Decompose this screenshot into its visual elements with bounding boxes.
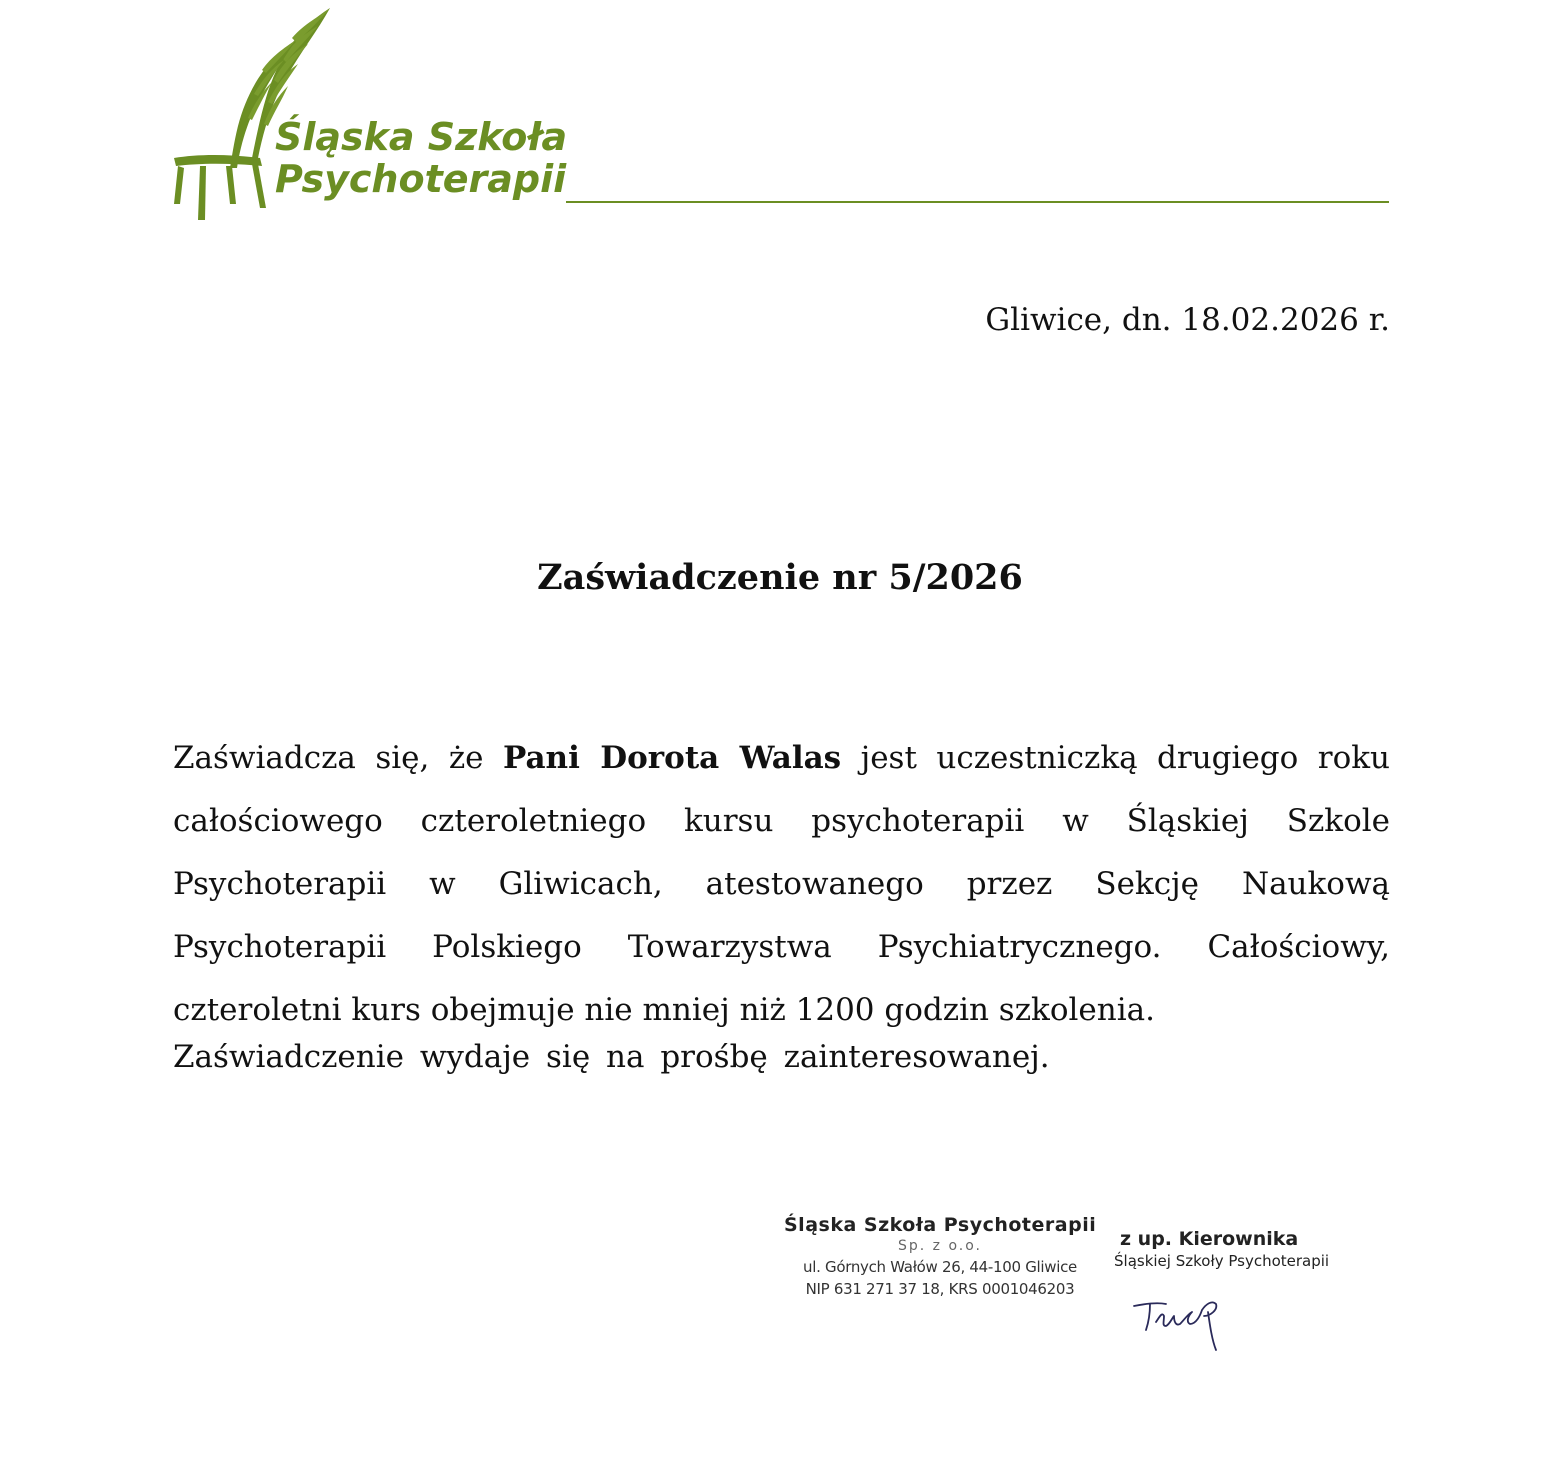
body-rest: jest uczestniczką drugiego roku całościowego czteroletniego kursu psychoterapii w Śląskiej Szkole Psychoterapii w Gliwicach, atestowanego przez Sekcję Naukową Psychoterapii Polskiego Towarzystwa Psychiatrycznego. Całościowy, czteroletni kurs obejmuje nie mniej niż 1200 godzin szkolenia.: [173, 740, 1390, 1028]
header-divider: [566, 201, 1389, 203]
body-intro: Zaświadcza się, że: [173, 740, 503, 776]
stamp-name: Śląska Szkoła Psychoterapii: [784, 1214, 1097, 1236]
school-logo: [168, 8, 568, 223]
logo-line-1: Śląska Szkoła: [275, 115, 568, 159]
logo-line-2: Psychoterapii: [275, 157, 567, 201]
company-stamp: [784, 1214, 1096, 1298]
logo-text: [275, 116, 567, 200]
handwritten-signature: [1130, 1286, 1240, 1352]
signature-title: z up. Kierownika: [1120, 1228, 1299, 1250]
stamp-address: ul. Górnych Wałów 26, 44-100 Gliwice: [803, 1258, 1077, 1276]
certificate-body: [173, 727, 1390, 1042]
person-name: Pani Dorota Walas: [502, 740, 842, 776]
document-title: Zaświadczenie nr 5/2026: [537, 557, 1023, 598]
stamp-legal-form: Sp. z o.o.: [897, 1238, 982, 1254]
signature-block: [1114, 1228, 1374, 1270]
place-and-date: Gliwice, dn. 18.02.2026 r.: [985, 302, 1390, 338]
stamp-ids: NIP 631 271 37 18, KRS 0001046203: [805, 1280, 1075, 1298]
signature-subtitle: Śląskiej Szkoły Psychoterapii: [1114, 1252, 1330, 1270]
closing-sentence: Zaświadczenie wydaje się na prośbę zainteresowanej.: [173, 1039, 1050, 1075]
certificate-paragraph: [173, 727, 1390, 1042]
